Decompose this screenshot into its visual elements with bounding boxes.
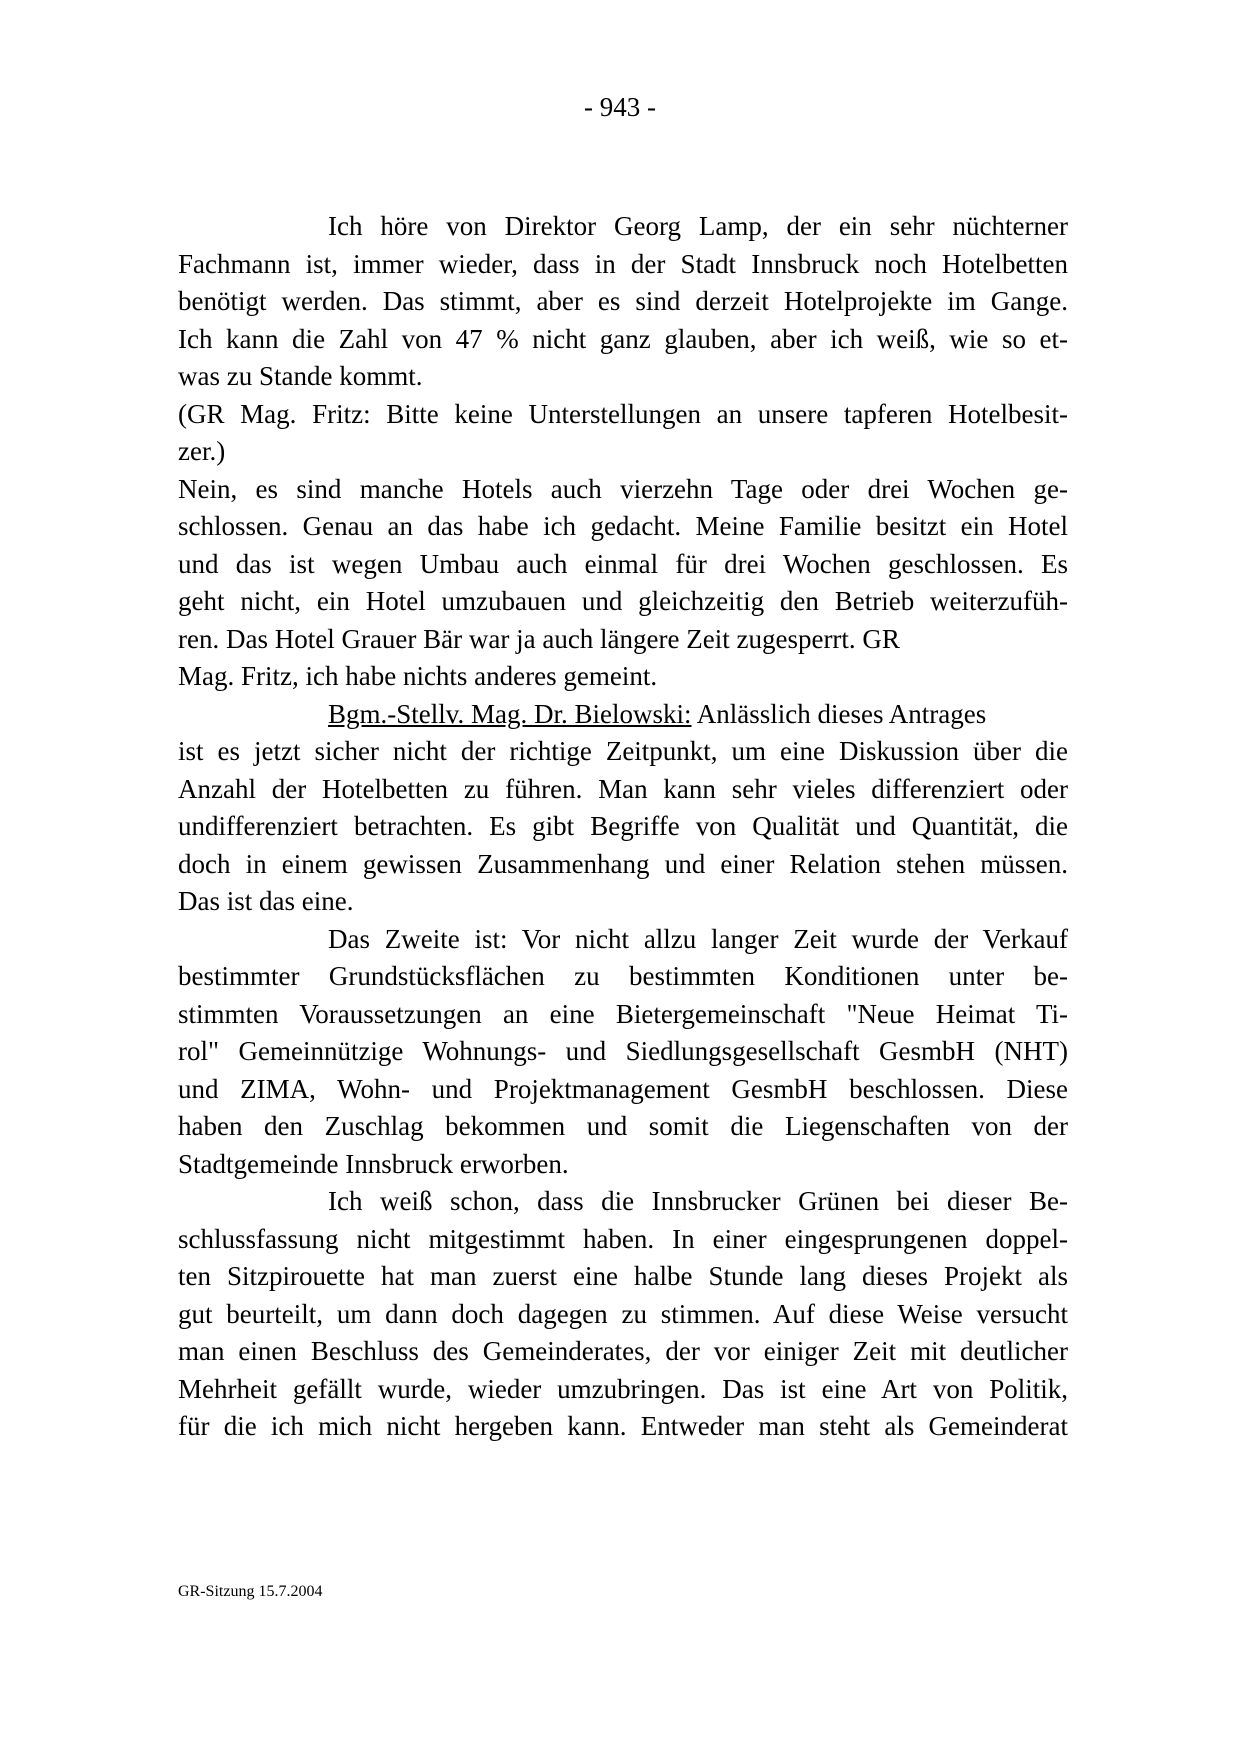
text-line: und das ist wegen Umbau auch einmal für drei Wochen geschlossen. Es [178,548,1068,579]
text-line: geht nicht, ein Hotel umzubauen und gleichzeitig den Betrieb weiterzufüh- [178,586,1068,616]
text-line: Ich höre von Direktor Georg Lamp, der ein sehr nüchterner [328,211,1068,241]
text-line: ten Sitzpirouette hat man zuerst eine halbe Stunde lang dieses Projekt als [178,1261,1068,1291]
text-line: Fachmann ist, immer wieder, dass in der Stadt Innsbruck noch Hotelbetten [178,248,1068,279]
text-line: haben den Zuschlag bekommen und somit die Liegenschaften von der [178,1111,1068,1141]
text-line: für die ich mich nicht hergeben kann. Entweder man steht als Gemeinderat [178,1411,1068,1441]
text-line: und ZIMA, Wohn- und Projektmanagement GesmbH beschlossen. Diese [178,1073,1068,1104]
text-line: Mehrheit gefällt wurde, wieder umzubringen. Das ist eine Art von Politik, [178,1373,1068,1404]
page-number: - 943 - [584,92,656,122]
text-line: benötigt werden. Das stimmt, aber es sind derzeit Hotelprojekte im Gange. [178,286,1068,316]
text-line: man einen Beschluss des Gemeinderates, der vor einiger Zeit mit deutlicher [178,1336,1068,1366]
text-line: stimmten Voraussetzungen an eine Bietergemeinschaft "Neue Heimat Ti- [178,998,1068,1029]
speaker-name: Bgm.-Stellv. Mag. Dr. Bielowski: [328,698,692,729]
text-line: schlossen. Genau an das habe ich gedacht. Meine Familie besitzt ein Hotel [178,511,1068,541]
speaker-text: Anlässlich dieses Antrages [696,698,987,729]
text-line: Nein, es sind manche Hotels auch vierzehn Tage oder drei Wochen ge- [178,473,1068,504]
text-line: doch in einem gewissen Zusammenhang und einer Relation stehen müssen. [178,848,1068,879]
speaker-line [178,696,1068,734]
text-line: (GR Mag. Fritz: Bitte keine Unterstellungen an unsere tapferen Hotelbesit- [178,398,1068,429]
text-line: ren. Das Hotel Grauer Bär war ja auch längere Zeit zugesperrt. GR [178,623,900,654]
text-line: Stadtgemeinde Innsbruck erworben. [178,1148,569,1179]
footer: GR-Sitzung 15.7.2004 [178,1583,323,1600]
text-line: zer.) [178,436,226,466]
text-line: was zu Stande kommt. [178,361,423,391]
text-line: Ich weiß schon, dass die Innsbrucker Grünen bei dieser Be- [328,1186,1068,1216]
document-body [178,208,1068,1446]
text-line: bestimmter Grundstücksflächen zu bestimmten Konditionen unter be- [178,961,1068,991]
text-line: rol" Gemeinnützige Wohnungs- und Siedlungsgesellschaft GesmbH (NHT) [178,1036,1068,1066]
text-line: Das ist das eine. [178,886,354,916]
text-line: schlussfassung nicht mitgestimmt haben. In einer eingesprungenen doppel- [178,1223,1068,1254]
text-line: Das Zweite ist: Vor nicht allzu langer Zeit wurde der Verkauf [328,923,1068,954]
text-line: gut beurteilt, um dann doch dagegen zu stimmen. Auf diese Weise versucht [178,1298,1068,1329]
text-line: ist es jetzt sicher nicht der richtige Zeitpunkt, um eine Diskussion über die [178,736,1068,766]
text-line: Mag. Fritz, ich habe nichts anderes gemeint. [178,661,658,691]
text-line: undifferenziert betrachten. Es gibt Begriffe von Qualität und Quantität, die [178,811,1068,841]
text-line: Anzahl der Hotelbetten zu führen. Man kann sehr vieles differenziert oder [178,773,1068,804]
text-line: Ich kann die Zahl von 47 % nicht ganz glauben, aber ich weiß, wie so et- [178,323,1068,354]
